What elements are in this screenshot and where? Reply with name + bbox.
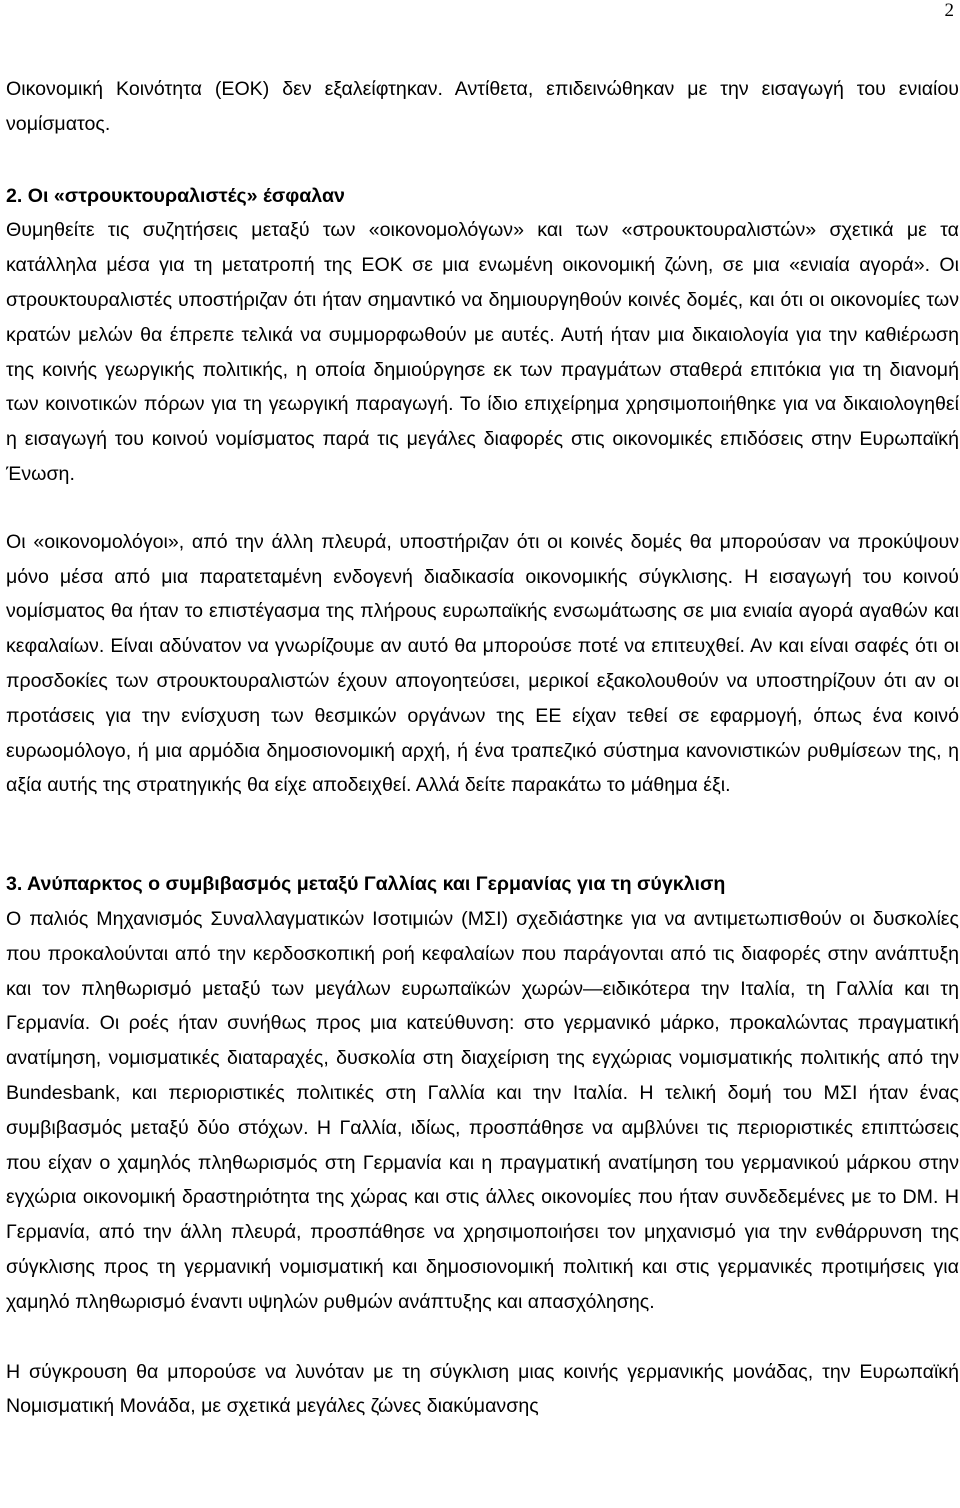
spacer <box>6 492 959 525</box>
spacer <box>6 142 959 179</box>
intro-paragraph: Οικονομική Κοινότητα (ΕΟΚ) δεν εξαλείφτηκαν. Αντίθετα, επιδεινώθηκαν με την εισαγωγή του ενιαίου νομίσματος. <box>6 78 959 135</box>
document-body <box>6 72 959 1424</box>
section-2-paragraph-2: Οι «οικονομολόγοι», από την άλλη πλευρά, υποστήριζαν ότι οι κοινές δομές θα μπορούσαν να προκύψουν μόνο μέσα από μια παρατεταμένη ενδογενή διαδικασία οικονομικής σύγκλισης. Η εισαγωγή του κοινού νομίσματος θα ήταν το επιστέγασμα της πλήρους ευρωπαϊκής ενσωμάτωσης σε μια ενιαία αγορά αγαθών και κεφαλαίων. Είναι αδύνατον να γνωρίζουμε αν αυτό θα μπορούσε ποτέ να επιτευχθεί. Αν και είναι σαφές ότι οι προσδοκίες των στρουκτουραλιστών έχουν απογοητεύσει, μερικοί εξακολουθούν να υποστηρίζουν ότι αν οι προτάσεις για την ενίσχυση των θεσμικών οργάνων της ΕΕ είχαν τεθεί σε εφαρμογή, όπως ένα κοινό ευρωομόλογο, ή μια αρμόδια δημοσιονομική αρχή, ή ένα τραπεζικό σύστημα κανονιστικών ρυθμίσεων της, η αξία αυτής της στρατηγικής θα είχε αποδειχθεί. Αλλά δείτε παρακάτω το μάθημα έξι. <box>6 530 959 797</box>
spacer <box>6 1320 959 1355</box>
page-number: 2 <box>944 0 954 21</box>
section-3-paragraph-1: Ο παλιός Μηχανισμός Συναλλαγματικών Ισοτιμιών (ΜΣΙ) σχεδιάστηκε για να αντιμετωπισθούν οι δυσκολίες που προκαλούνται από την κερδοσκοπική ροή κεφαλαίων που παράγονται από τις διαφορές στην ανάπτυξη και τον πληθωρισμό μεταξύ των μεγάλων ευρωπαϊκών χωρών—ειδικότερα την Ιταλία, τη Γαλλία και τη Γερμανία. Οι ροές ήταν συνήθως προς μια κατεύθυνση: στο γερμανικό μάρκο, προκαλώντας πραγματική ανατίμηση, νομισματικές διαταραχές, δυσκολία στη διαχείριση της εγχώριας νομισματικής πολιτικής από την Bundesbank, και περιοριστικές πολιτικές στη Γαλλία και την Ιταλία. Η τελική δομή του ΜΣΙ ήταν ένας συμβιβασμός μεταξύ δύο στόχων. Η Γαλλία, ιδίως, προσπάθησε να αμβλύνει τις περιοριστικές επιπτώσεις που είχαν ο χαμηλός πληθωρισμός στη Γερμανία και η πραγματική ανατίμηση του γερμανικού μάρκου στην εγχώρια οικονομική δραστηριότητα της χώρας και στις άλλες οικονομίες που ήταν συνδεδεμένες με το DM. Η Γερμανία, από την άλλη πλευρά, προσπάθησε να χρησιμοποιήσει τον μηχανισμό για την ενθάρρυνση της σύγκλισης προς τη γερμανική νομισματική και δημοσιονομική πολιτική και στις γερμανικές προτιμήσεις για χαμηλό πληθωρισμό έναντι υψηλών ρυθμών ανάπτυξης και απασχόλησης. <box>6 907 960 1313</box>
spacer <box>6 803 959 867</box>
section-3-paragraph-2: Η σύγκρουση θα μπορούσε να λυνόταν με τη σύγκλιση μιας κοινής γερμανικής μονάδας, την Ευρωπαϊκή Νομισματική Μονάδα, με σχετικά μεγάλες ζώνες διακύμανσης <box>6 1360 959 1418</box>
section-2-heading: 2. Οι «στρουκτουραλιστές» έσφαλαν <box>6 184 345 207</box>
section-2-paragraph-1: Θυμηθείτε τις συζητήσεις μεταξύ των «οικονομολόγων» και των «στρουκτουραλιστών» σχετικά με τα κατάλληλα μέσα για τη μετατροπή της ΕΟΚ σε μια ενωμένη οικονομική ζώνη, σε μια «ενιαία αγορά». Οι στρουκτουραλιστές υποστήριζαν ότι ήταν σημαντικό να δημιουργηθούν κοινές δομές, και ότι οι οικονομίες των κρατών μελών θα έπρεπε τελικά να συμμορφωθούν με αυτές. Αυτή ήταν μια δικαιολογία για την καθιέρωση της κοινής γεωργικής πολιτικής, η οποία δημιούργησε εκ των πραγμάτων σταθερά επιτόκια για τη διανομή των κοινοτικών πόρων για τη γεωργική παραγωγή. Το ίδιο επιχείρημα χρησιμοποιήθηκε για να δικαιολογηθεί η εισαγωγή του κοινού νομίσματος παρά τις μεγάλες διαφορές στις οικονομικές επιδόσεις στην Ευρωπαϊκή Ένωση. <box>6 219 959 485</box>
section-3-heading: 3. Ανύπαρκτος ο συμβιβασμός μεταξύ Γαλλίας και Γερμανίας για τη σύγκλιση <box>6 873 726 896</box>
